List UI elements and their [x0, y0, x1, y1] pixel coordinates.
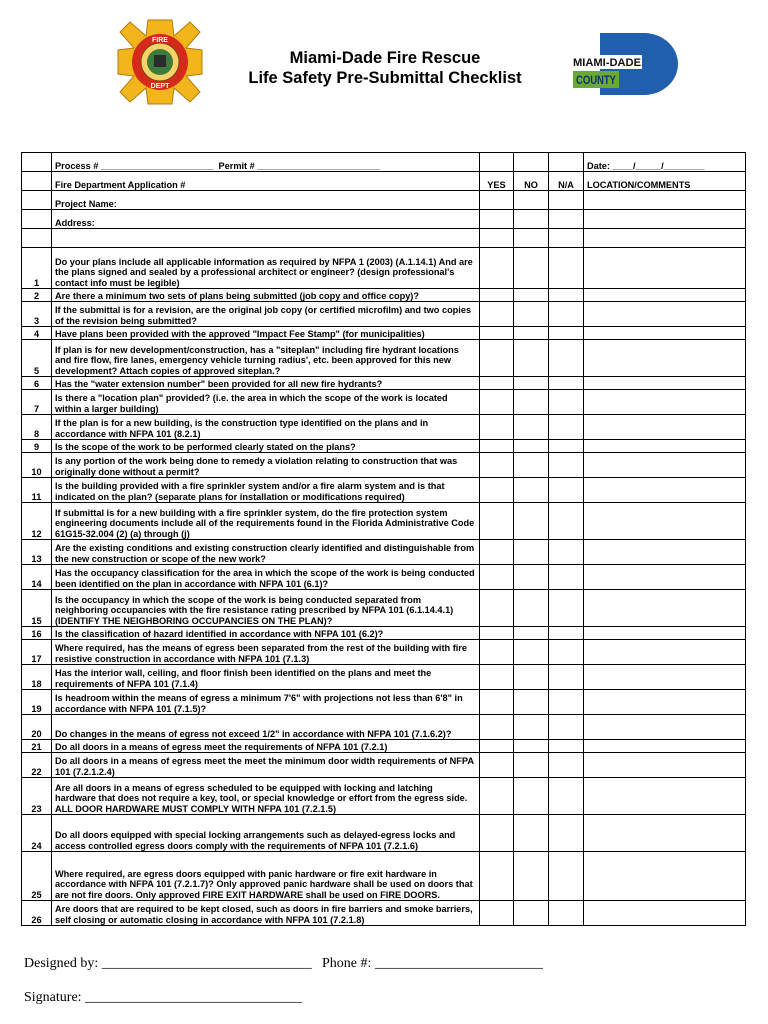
- location-comments-cell[interactable]: [584, 540, 746, 565]
- answer-no-cell[interactable]: [514, 715, 549, 740]
- seal-top-text: FIRE: [152, 37, 168, 44]
- spacer-row: [22, 229, 746, 248]
- answer-na-cell[interactable]: [549, 590, 584, 627]
- answer-yes-cell[interactable]: [480, 327, 514, 340]
- answer-no-cell[interactable]: [514, 815, 549, 852]
- permit-number-field[interactable]: Permit # ________________________: [218, 160, 380, 171]
- answer-no-cell[interactable]: [514, 478, 549, 503]
- checklist-item-number: 6: [22, 377, 52, 390]
- checklist-item-question: Is headroom within the means of egress a minimum 7'6" with projections not less than 6'8" in accordance with NFPA 101 (7.1.5)?: [52, 690, 480, 715]
- answer-yes-cell[interactable]: [480, 390, 514, 415]
- checklist-item-question: Is there a "location plan" provided? (i.e. the area in which the scope of the work is located within a larger building): [52, 390, 480, 415]
- answer-yes-cell[interactable]: [480, 415, 514, 440]
- logo-county-text: COUNTY: [576, 73, 616, 87]
- answer-na-cell[interactable]: [549, 440, 584, 453]
- answer-yes-cell[interactable]: [480, 665, 514, 690]
- answer-na-cell[interactable]: [549, 778, 584, 815]
- checklist-item-row: [22, 377, 746, 390]
- answer-yes-cell[interactable]: [480, 715, 514, 740]
- answer-na-cell[interactable]: [549, 852, 584, 901]
- answer-no-cell[interactable]: [514, 627, 549, 640]
- location-comments-cell[interactable]: [584, 590, 746, 627]
- answer-yes-cell[interactable]: [480, 740, 514, 753]
- checklist-item-row: [22, 627, 746, 640]
- checklist-item-row: [22, 248, 746, 289]
- answer-na-cell[interactable]: [549, 715, 584, 740]
- answer-no-cell[interactable]: [514, 540, 549, 565]
- checklist-item-question: Are the existing conditions and existing construction clearly identified and distinguishable from the new construction or scope of the new work?: [52, 540, 480, 565]
- location-comments-cell[interactable]: [584, 565, 746, 590]
- checklist-item-question: Has the "water extension number" been provided for all new fire hydrants?: [52, 377, 480, 390]
- answer-na-cell[interactable]: [549, 901, 584, 926]
- checklist-item-question: Is any portion of the work being done to remedy a violation relating to construction that was originally done without a permit?: [52, 453, 480, 478]
- designed-by-field[interactable]: Designed by: ______________________________: [24, 956, 312, 971]
- answer-yes-cell[interactable]: [480, 590, 514, 627]
- answer-yes-cell[interactable]: [480, 248, 514, 289]
- checklist-item-number: 17: [22, 640, 52, 665]
- checklist-item-question: If the plan is for a new building, is the construction type identified on the plans and in accordance with NFPA 101 (8.2.1): [52, 415, 480, 440]
- answer-na-cell[interactable]: [549, 627, 584, 640]
- location-comments-cell[interactable]: [584, 248, 746, 289]
- answer-na-cell[interactable]: [549, 327, 584, 340]
- location-comments-cell[interactable]: [584, 640, 746, 665]
- checklist-item-number: 20: [22, 715, 52, 740]
- answer-na-cell[interactable]: [549, 415, 584, 440]
- checklist-item-question: Is the building provided with a fire sprinkler system and/or a fire alarm system and is that indicated on the plan? (separate plans for installation or modifications required): [52, 478, 480, 503]
- page-header: [0, 0, 768, 145]
- date-field[interactable]: Date: ____/_____/________: [584, 153, 746, 172]
- checklist-item-number: 1: [22, 248, 52, 289]
- checklist-item-row: [22, 590, 746, 627]
- answer-no-cell[interactable]: [514, 440, 549, 453]
- answer-yes-cell[interactable]: [480, 289, 514, 302]
- answer-no-cell[interactable]: [514, 390, 549, 415]
- answer-na-cell[interactable]: [549, 640, 584, 665]
- checklist-item-number: 9: [22, 440, 52, 453]
- location-comments-cell[interactable]: [584, 453, 746, 478]
- checklist-item-row: [22, 565, 746, 590]
- answer-na-cell[interactable]: [549, 740, 584, 753]
- checklist-item-question: Where required, are egress doors equipped with panic hardware or fire exit hardware in accordance with NFPA 101 (7.2.1.7)? Only approved panic hardware shall be used on doors that are not fire doors. Only approved FIRE EXIT HARDWARE shall be used on FIRE DOORS.: [52, 852, 480, 901]
- checklist-item-question: Do your plans include all applicable information as required by NFPA 1 (2003) (A.1.14.1) And are the plans signed and sealed by a professional architect or engineer? (design professional's contact info must be legible): [52, 248, 480, 289]
- answer-na-cell[interactable]: [549, 302, 584, 327]
- checklist-item-number: 23: [22, 778, 52, 815]
- location-comments-cell[interactable]: [584, 740, 746, 753]
- checklist-item-question: Is the scope of the work to be performed clearly stated on the plans?: [52, 440, 480, 453]
- checklist-item-row: [22, 665, 746, 690]
- checklist-item-row: [22, 778, 746, 815]
- answer-na-cell[interactable]: [549, 665, 584, 690]
- logo-miami-dade-text: MIAMI-DADE: [573, 57, 641, 69]
- checklist-item-question: Is the occupancy in which the scope of the work is being conducted separated from neighboring occupancies with the fire resistance rating prescribed by NFPA 101 (6.1.14.4.1) (IDENTIFY THE NEIGHBORING OCCUPANCIES ON THE PLAN)?: [52, 590, 480, 627]
- location-comments-cell[interactable]: [584, 289, 746, 302]
- answer-yes-cell[interactable]: [480, 640, 514, 665]
- answer-no-cell[interactable]: [514, 327, 549, 340]
- location-comments-cell[interactable]: [584, 753, 746, 778]
- checklist-item-number: 3: [22, 302, 52, 327]
- answer-no-cell[interactable]: [514, 302, 549, 327]
- address-field[interactable]: Address:: [52, 210, 480, 229]
- answer-no-cell[interactable]: [514, 565, 549, 590]
- checklist-item-row: [22, 753, 746, 778]
- answer-yes-cell[interactable]: [480, 503, 514, 540]
- answer-yes-cell[interactable]: [480, 778, 514, 815]
- answer-yes-cell[interactable]: [480, 453, 514, 478]
- title-line-2: Life Safety Pre-Submittal Checklist: [248, 69, 522, 87]
- project-name-field[interactable]: Project Name:: [52, 191, 480, 210]
- location-comments-cell[interactable]: [584, 778, 746, 815]
- checklist-item-row: [22, 690, 746, 715]
- answer-na-cell[interactable]: [549, 815, 584, 852]
- checklist-item-question: If submittal is for a new building with a fire sprinkler system, do the fire protection system engineering documents include all of the requirements found in the Florida Administrative Code 61G15-32.004 (2) (a) through (j): [52, 503, 480, 540]
- checklist-item-row: [22, 815, 746, 852]
- answer-no-cell[interactable]: [514, 753, 549, 778]
- fire-department-seal: [106, 18, 214, 106]
- answer-na-cell[interactable]: [549, 503, 584, 540]
- answer-no-cell[interactable]: [514, 289, 549, 302]
- answer-yes-cell[interactable]: [480, 815, 514, 852]
- process-number-field[interactable]: Process # ______________________: [55, 160, 214, 171]
- answer-yes-cell[interactable]: [480, 302, 514, 327]
- answer-yes-cell[interactable]: [480, 753, 514, 778]
- column-header-yes: YES: [480, 172, 514, 191]
- answer-no-cell[interactable]: [514, 778, 549, 815]
- checklist-item-row: [22, 340, 746, 377]
- location-comments-cell[interactable]: [584, 415, 746, 440]
- checklist-item-number: 19: [22, 690, 52, 715]
- checklist-item-question: Are there a minimum two sets of plans being submitted (job copy and office copy)?: [52, 289, 480, 302]
- column-header-na: N/A: [549, 172, 584, 191]
- checklist-item-row: [22, 715, 746, 740]
- answer-no-cell[interactable]: [514, 690, 549, 715]
- seal-bottom-text: DEPT: [150, 83, 170, 90]
- answer-na-cell[interactable]: [549, 377, 584, 390]
- phone-field[interactable]: Phone #: ________________________: [322, 956, 543, 971]
- location-comments-cell[interactable]: [584, 690, 746, 715]
- location-comments-cell[interactable]: [584, 627, 746, 640]
- answer-yes-cell[interactable]: [480, 852, 514, 901]
- answer-na-cell[interactable]: [549, 753, 584, 778]
- checklist-item-number: 10: [22, 453, 52, 478]
- process-permit-row: [22, 153, 746, 172]
- answer-yes-cell[interactable]: [480, 565, 514, 590]
- location-comments-cell[interactable]: [584, 503, 746, 540]
- checklist-item-row: [22, 740, 746, 753]
- checklist-item-number: 2: [22, 289, 52, 302]
- signature-field[interactable]: Signature: _______________________________: [24, 990, 303, 1005]
- checklist-item-number: 22: [22, 753, 52, 778]
- process-permit-cell[interactable]: [52, 153, 480, 172]
- column-header-no: NO: [514, 172, 549, 191]
- location-comments-cell[interactable]: [584, 377, 746, 390]
- checklist-item-question: Do all doors in a means of egress meet the requirements of NFPA 101 (7.2.1): [52, 740, 480, 753]
- answer-no-cell[interactable]: [514, 377, 549, 390]
- answer-yes-cell[interactable]: [480, 540, 514, 565]
- answer-na-cell[interactable]: [549, 540, 584, 565]
- answer-na-cell[interactable]: [549, 390, 584, 415]
- location-comments-cell[interactable]: [584, 478, 746, 503]
- location-comments-cell[interactable]: [584, 815, 746, 852]
- address-row: [22, 210, 746, 229]
- checklist-item-question: If the submittal is for a revision, are the original job copy (or certified microfilm) and two copies of the revision being submitted?: [52, 302, 480, 327]
- answer-yes-cell[interactable]: [480, 440, 514, 453]
- application-number-field[interactable]: Fire Department Application #: [52, 172, 480, 191]
- answer-no-cell[interactable]: [514, 901, 549, 926]
- answer-na-cell[interactable]: [549, 453, 584, 478]
- answer-no-cell[interactable]: [514, 640, 549, 665]
- answer-yes-cell[interactable]: [480, 478, 514, 503]
- checklist-item-row: [22, 327, 746, 340]
- checklist-item-number: 18: [22, 665, 52, 690]
- checklist-item-row: [22, 901, 746, 926]
- answer-no-cell[interactable]: [514, 340, 549, 377]
- checklist-item-number: 14: [22, 565, 52, 590]
- checklist-item-number: 25: [22, 852, 52, 901]
- checklist-table: [21, 152, 746, 926]
- location-comments-cell[interactable]: [584, 340, 746, 377]
- answer-yes-cell[interactable]: [480, 340, 514, 377]
- answer-no-cell[interactable]: [514, 852, 549, 901]
- checklist-item-question: Has the interior wall, ceiling, and floor finish been identified on the plans and meet the requirements of NFPA 101 (7.1.4): [52, 665, 480, 690]
- checklist-item-row: [22, 289, 746, 302]
- checklist-item-question: Do changes in the means of egress not exceed 1/2" in accordance with NFPA 101 (7.1.6.2)?: [52, 715, 480, 740]
- answer-na-cell[interactable]: [549, 478, 584, 503]
- checklist-item-number: 12: [22, 503, 52, 540]
- answer-no-cell[interactable]: [514, 590, 549, 627]
- location-comments-cell[interactable]: [584, 901, 746, 926]
- checklist-item-number: 7: [22, 390, 52, 415]
- answer-yes-cell[interactable]: [480, 690, 514, 715]
- document-title: [225, 48, 545, 88]
- checklist-item-row: [22, 503, 746, 540]
- checklist-item-row: [22, 415, 746, 440]
- location-comments-cell[interactable]: [584, 327, 746, 340]
- checklist-item-number: 26: [22, 901, 52, 926]
- checklist-item-question: Is the classification of hazard identified in accordance with NFPA 101 (6.2)?: [52, 627, 480, 640]
- answer-no-cell[interactable]: [514, 740, 549, 753]
- checklist-item-question: Have plans been provided with the approved "Impact Fee Stamp" (for municipalities): [52, 327, 480, 340]
- location-comments-cell[interactable]: [584, 302, 746, 327]
- answer-yes-cell[interactable]: [480, 627, 514, 640]
- checklist-item-number: 16: [22, 627, 52, 640]
- location-comments-cell[interactable]: [584, 390, 746, 415]
- answer-na-cell[interactable]: [549, 565, 584, 590]
- answer-na-cell[interactable]: [549, 289, 584, 302]
- checklist-item-number: 21: [22, 740, 52, 753]
- checklist-item-question: Do all doors in a means of egress meet the meet the minimum door width requirements of NFPA 101 (7.2.1.2.4): [52, 753, 480, 778]
- location-comments-cell[interactable]: [584, 852, 746, 901]
- application-row: [22, 172, 746, 191]
- checklist-item-number: 13: [22, 540, 52, 565]
- checklist-item-row: [22, 453, 746, 478]
- title-line-1: Miami-Dade Fire Rescue: [289, 49, 481, 67]
- column-header-comments: LOCATION/COMMENTS: [584, 172, 746, 191]
- checklist-item-question: Where required, has the means of egress been separated from the rest of the building with fire resistive construction in accordance with NFPA 101 (7.1.3): [52, 640, 480, 665]
- project-name-row: [22, 191, 746, 210]
- answer-no-cell[interactable]: [514, 453, 549, 478]
- location-comments-cell[interactable]: [584, 715, 746, 740]
- checklist-item-question: Are doors that are required to be kept closed, such as doors in fire barriers and smoke barriers, self closing or automatic closing in accordance with NFPA 101 (7.2.1.8): [52, 901, 480, 926]
- checklist-item-row: [22, 640, 746, 665]
- checklist-item-row: [22, 440, 746, 453]
- answer-yes-cell[interactable]: [480, 901, 514, 926]
- answer-yes-cell[interactable]: [480, 377, 514, 390]
- checklist-item-question: Are all doors in a means of egress scheduled to be equipped with locking and latching hardware that does not require a key, tool, or special knowledge or effort from the egress side. ALL DOOR HARDWARE MUST COMPLY WITH NFPA 101 (7.2.1.5): [52, 778, 480, 815]
- answer-no-cell[interactable]: [514, 665, 549, 690]
- answer-na-cell[interactable]: [549, 690, 584, 715]
- miami-dade-county-logo: [572, 33, 678, 95]
- checklist-item-number: 4: [22, 327, 52, 340]
- checklist-item-number: 24: [22, 815, 52, 852]
- location-comments-cell[interactable]: [584, 440, 746, 453]
- location-comments-cell[interactable]: [584, 665, 746, 690]
- checklist-item-row: [22, 478, 746, 503]
- checklist-item-question: Do all doors equipped with special locking arrangements such as delayed-egress locks and access controlled egress doors comply with the requirements of NFPA 101 (7.2.1.6): [52, 815, 480, 852]
- checklist-item-row: [22, 390, 746, 415]
- checklist-item-number: 8: [22, 415, 52, 440]
- answer-na-cell[interactable]: [549, 340, 584, 377]
- checklist-item-number: 11: [22, 478, 52, 503]
- answer-na-cell[interactable]: [549, 248, 584, 289]
- checklist-item-number: 5: [22, 340, 52, 377]
- checklist-item-number: 15: [22, 590, 52, 627]
- checklist-item-row: [22, 540, 746, 565]
- checklist-item-question: Has the occupancy classification for the area in which the scope of the work is being conducted been identified on the plan in accordance with NFPA 101 (6.1)?: [52, 565, 480, 590]
- checklist-item-row: [22, 852, 746, 901]
- answer-no-cell[interactable]: [514, 503, 549, 540]
- answer-no-cell[interactable]: [514, 248, 549, 289]
- answer-no-cell[interactable]: [514, 415, 549, 440]
- checklist-item-question: If plan is for new development/construction, has a "siteplan" including fire hydrant locations and fire flow, fire lanes, emergency vehicle turning radius', etc. been approved for this new development? Attach copies of approved siteplan.?: [52, 340, 480, 377]
- checklist-item-row: [22, 302, 746, 327]
